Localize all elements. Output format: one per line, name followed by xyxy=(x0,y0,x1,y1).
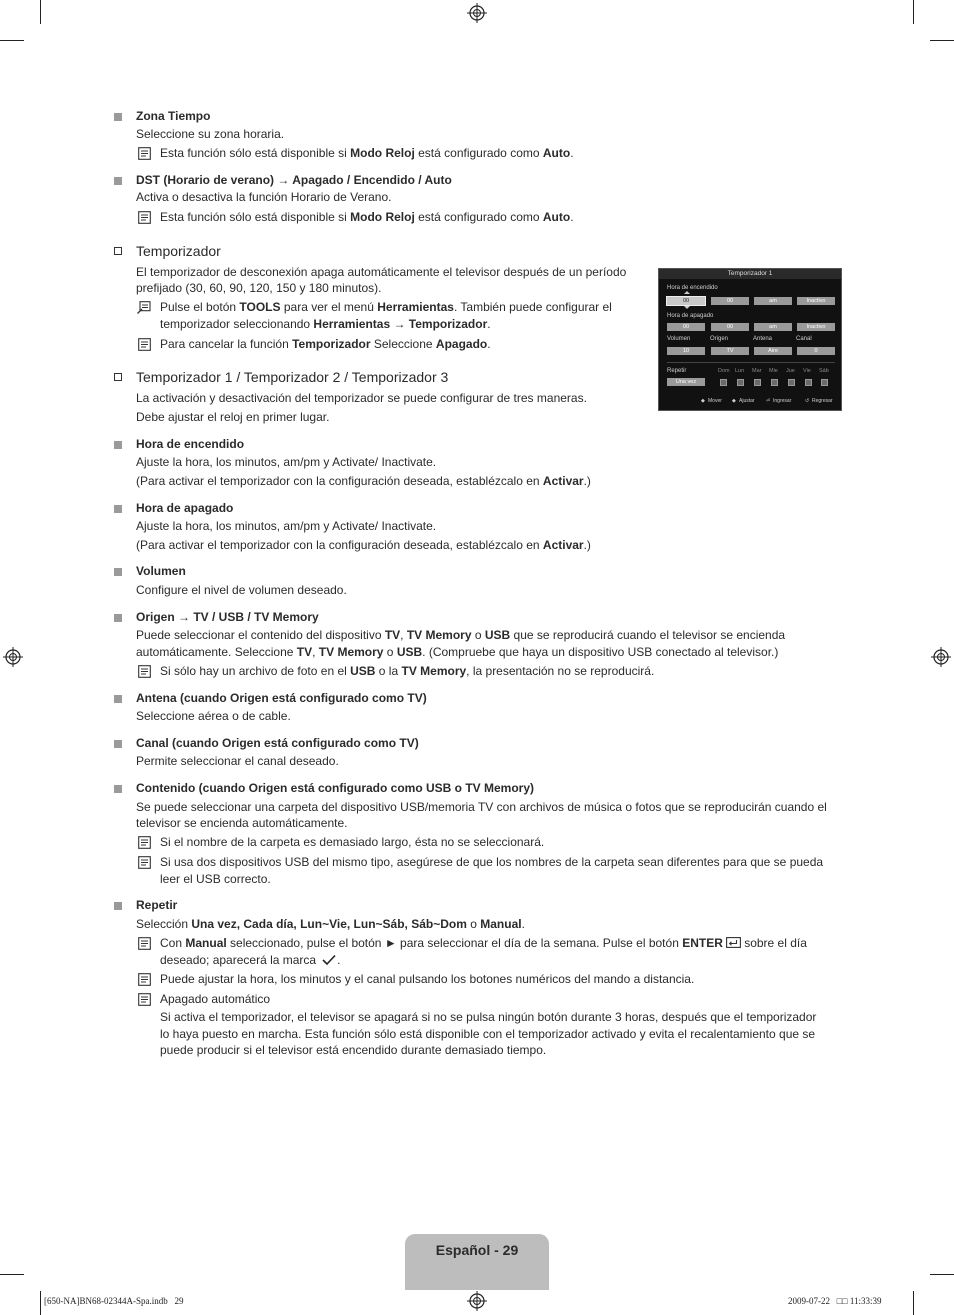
repetir-note1a: Con Manual seleccionado, pulse el botón ► para seleccionar el día de la semana. Pulse el botón ENTER sobre el día xyxy=(160,936,807,950)
contenido-note1: Si el nombre de la carpeta es demasiado largo, ésta no se seleccionará. xyxy=(160,835,545,849)
bullet-square-icon xyxy=(114,441,122,449)
repetir-note2: Puede ajustar la hora, los minutos y el canal pulsando los botones numéricos del mando a distancia. xyxy=(160,972,695,986)
menu-day-jue: Jue xyxy=(786,368,795,374)
menu-canal-value[interactable]: 0 xyxy=(797,347,835,355)
temporizador-p2: prefijado (30, 60, 90, 120, 150 y 180 minutos). xyxy=(136,281,382,295)
antena-title: Antena (cuando Origen está configurado como TV) xyxy=(136,691,427,705)
note-icon xyxy=(138,147,151,160)
bullet-square-icon xyxy=(114,177,122,185)
menu-on-hour[interactable]: 00 xyxy=(667,297,705,305)
dst-desc: Activa o desactiva la función Horario de Verano. xyxy=(136,190,392,204)
crop-mark xyxy=(40,0,41,24)
bullet-square-icon xyxy=(114,695,122,703)
print-date-info: 2009-07-22 □□ 11:33:39 xyxy=(788,1296,882,1306)
note-icon xyxy=(138,836,151,849)
bullet-square-icon xyxy=(114,113,122,121)
registration-mark-icon xyxy=(467,3,487,23)
menu-down-arrow-icon xyxy=(684,306,690,309)
contenido-l2: televisor se encienda automáticamente. xyxy=(136,816,348,830)
crop-mark xyxy=(930,1274,954,1275)
volumen-l1: Configure el nivel de volumen deseado. xyxy=(136,583,347,597)
canal-l1: Permite seleccionar el canal deseado. xyxy=(136,754,339,768)
temporizador-heading: Temporizador xyxy=(136,243,221,259)
temp123-p1: La activación y desactivación del temporizador se puede configurar de tres maneras. xyxy=(136,391,587,405)
dst-note: Esta función sólo está disponible si Modo Reloj está configurado como Auto. xyxy=(160,210,574,224)
tools-line2: temporizador seleccionando Herramientas → Temporizador. xyxy=(160,317,491,331)
zona-desc: Seleccione su zona horaria. xyxy=(136,127,285,141)
menu-footer-ingresar: Ingresar xyxy=(773,398,792,404)
menu-repeat-value[interactable]: Una vez xyxy=(667,378,705,386)
menu-on-minute[interactable]: 00 xyxy=(711,297,749,305)
crop-mark xyxy=(0,1274,24,1275)
menu-col-canal: Canal xyxy=(796,336,812,342)
menu-enter-icon: ⏎ xyxy=(766,398,771,404)
menu-off-hour[interactable]: 00 xyxy=(667,323,705,331)
origen-title: Origen → TV / USB / TV Memory xyxy=(136,610,319,624)
repetir-l1: Selección Una vez, Cada día, Lun~Vie, Lun~Sáb, Sáb~Dom o Manual. xyxy=(136,917,525,931)
menu-day-dom: Dom xyxy=(718,368,730,374)
menu-up-arrow-icon xyxy=(684,291,690,294)
menu-footer-ajustar: Ajustar xyxy=(739,398,755,404)
timer-menu-screenshot xyxy=(658,268,842,411)
crop-mark xyxy=(913,0,914,24)
encendido-title: Hora de encendido xyxy=(136,437,245,451)
menu-day-checkbox[interactable] xyxy=(805,379,812,386)
menu-day-checkbox[interactable] xyxy=(821,379,828,386)
apagado-title: Hora de apagado xyxy=(136,501,234,515)
menu-day-vie: Vie xyxy=(803,368,811,374)
cancel-note: Para cancelar la función Temporizador Seleccione Apagado. xyxy=(160,337,491,351)
menu-day-mie: Mie xyxy=(769,368,778,374)
registration-mark-icon xyxy=(931,647,951,667)
zona-title: Zona Tiempo xyxy=(136,109,211,123)
note-icon xyxy=(138,665,151,678)
bullet-square-icon xyxy=(114,785,122,793)
crop-mark xyxy=(40,1291,41,1315)
print-file-info: [650-NA]BN68-02344A-Spa.indb 29 xyxy=(44,1296,184,1306)
bullet-square-icon xyxy=(114,568,122,576)
repetir-note3-l3: puede producir si el televisor está encendido durante demasiado tiempo. xyxy=(160,1043,547,1057)
contenido-l1: Se puede seleccionar una carpeta del dispositivo USB/memoria TV con archivos de música o fotos que se reproducirán cuando el xyxy=(136,800,827,814)
note-icon xyxy=(138,211,151,224)
menu-col-volumen: Volumen xyxy=(667,336,691,342)
contenido-note2b: leer el USB correcto. xyxy=(160,872,271,886)
repetir-title: Repetir xyxy=(136,898,178,912)
menu-divider xyxy=(667,362,835,363)
checkbox-heading-icon xyxy=(114,247,122,255)
antena-l1: Seleccione aérea o de cable. xyxy=(136,709,291,723)
enter-key-icon xyxy=(726,937,741,948)
menu-footer-mover: Mover xyxy=(708,398,722,404)
crop-mark xyxy=(913,1291,914,1315)
menu-day-checkbox[interactable] xyxy=(737,379,744,386)
note-icon xyxy=(138,338,151,351)
menu-off-minute[interactable]: 00 xyxy=(711,323,749,331)
note-icon xyxy=(138,937,151,950)
menu-day-sab: Sáb xyxy=(819,368,829,374)
repetir-note3: Apagado automático xyxy=(160,992,271,1006)
crop-mark xyxy=(0,40,24,41)
note-icon xyxy=(138,973,151,986)
bullet-square-icon xyxy=(114,614,122,622)
encendido-l2: (Para activar el temporizador con la configuración deseada, establézcalo en Activar.) xyxy=(136,474,591,488)
menu-origen-value[interactable]: TV xyxy=(711,347,749,355)
menu-day-checkbox[interactable] xyxy=(788,379,795,386)
temp123-p2: Debe ajustar el reloj en primer lugar. xyxy=(136,410,330,424)
crop-mark xyxy=(930,40,954,41)
registration-mark-icon xyxy=(3,647,23,667)
origen-l2: automáticamente. Seleccione TV, TV Memory o USB. (Compruebe que haya un dispositivo USB conectado al televisor.) xyxy=(136,645,779,659)
checkmark-icon xyxy=(321,954,337,966)
note-icon xyxy=(138,993,151,1006)
menu-on-ampm[interactable]: am xyxy=(754,297,792,305)
volumen-title: Volumen xyxy=(136,564,186,578)
encendido-l1: Ajuste la hora, los minutos, am/pm y Activate/ Inactivate. xyxy=(136,455,437,469)
checkbox-heading-icon xyxy=(114,373,122,381)
origen-note: Si sólo hay un archivo de foto en el USB o la TV Memory, la presentación no se reproducirá. xyxy=(160,664,655,678)
temp123-heading: Temporizador 1 / Temporizador 2 / Temporizador 3 xyxy=(136,369,449,385)
menu-antena-value[interactable]: Aire xyxy=(754,347,792,355)
menu-col-origen: Origen xyxy=(710,336,729,342)
menu-footer-regresar: Regresar xyxy=(812,398,833,404)
temporizador-p1: El temporizador de desconexión apaga automáticamente el televisor después de un período xyxy=(136,265,627,279)
menu-off-status[interactable]: Inactivo xyxy=(797,323,835,331)
canal-title: Canal (cuando Origen está configurado como TV) xyxy=(136,736,419,750)
tools-icon xyxy=(137,301,151,314)
menu-day-checkbox[interactable] xyxy=(771,379,778,386)
menu-day-checkbox[interactable] xyxy=(720,379,727,386)
contenido-note2a: Si usa dos dispositivos USB del mismo tipo, asegúrese de que los nombres de la carpeta sean diferentes para que se pueda xyxy=(160,855,824,869)
menu-title: Temporizador 1 xyxy=(727,270,773,277)
menu-col-antena: Antena xyxy=(753,336,773,342)
menu-day-mar: Mar xyxy=(752,368,762,374)
repetir-note3-l2: lo haya puesto en marcha. Esta función sólo está disponible con el temporizador activado y evita el recalentamiento que se xyxy=(160,1027,816,1041)
origen-l1: Puede seleccionar el contenido del dispositivo TV, TV Memory o USB que se reproducirá cuando el televisor se encienda xyxy=(136,628,786,642)
menu-off-ampm[interactable]: am xyxy=(754,323,792,331)
apagado-l2: (Para activar el temporizador con la configuración deseada, establézcalo en Activar.) xyxy=(136,538,591,552)
apagado-l1: Ajuste la hora, los minutos, am/pm y Activate/ Inactivate. xyxy=(136,519,437,533)
bullet-square-icon xyxy=(114,740,122,748)
zona-note: Esta función sólo está disponible si Modo Reloj está configurado como Auto. xyxy=(160,146,574,160)
menu-day-checkbox[interactable] xyxy=(754,379,761,386)
menu-off-label: Hora de apagado xyxy=(667,313,714,319)
tools-line1: Pulse el botón TOOLS para ver el menú Herramientas. También puede configurar el xyxy=(160,300,612,314)
bullet-square-icon xyxy=(114,505,122,513)
page-number-label: Español - 29 xyxy=(435,1242,519,1258)
menu-repeat-label: Repetir xyxy=(667,368,687,374)
menu-return-icon: ↺ xyxy=(805,398,810,404)
dst-title: DST (Horario de verano) → Apagado / Encendido / Auto xyxy=(136,173,452,187)
menu-on-status[interactable]: Inactivo xyxy=(797,297,835,305)
menu-move-icon: ◆ xyxy=(701,398,705,404)
note-icon xyxy=(138,856,151,869)
menu-on-label: Hora de encendido xyxy=(667,285,718,291)
repetir-note3-l1: Si activa el temporizador, el televisor se apagará si no se pulsa ningún botón durante 3 horas, después que el temporizador xyxy=(160,1010,817,1024)
registration-mark-icon xyxy=(467,1291,487,1311)
repetir-note1b: deseado; aparecerá la marca . xyxy=(160,953,341,967)
menu-adjust-icon: ◆ xyxy=(732,398,736,404)
menu-volumen-value[interactable]: 10 xyxy=(667,347,705,355)
contenido-title: Contenido (cuando Origen está configurado como USB o TV Memory) xyxy=(136,781,535,795)
bullet-square-icon xyxy=(114,902,122,910)
menu-day-lun: Lun xyxy=(735,368,745,374)
